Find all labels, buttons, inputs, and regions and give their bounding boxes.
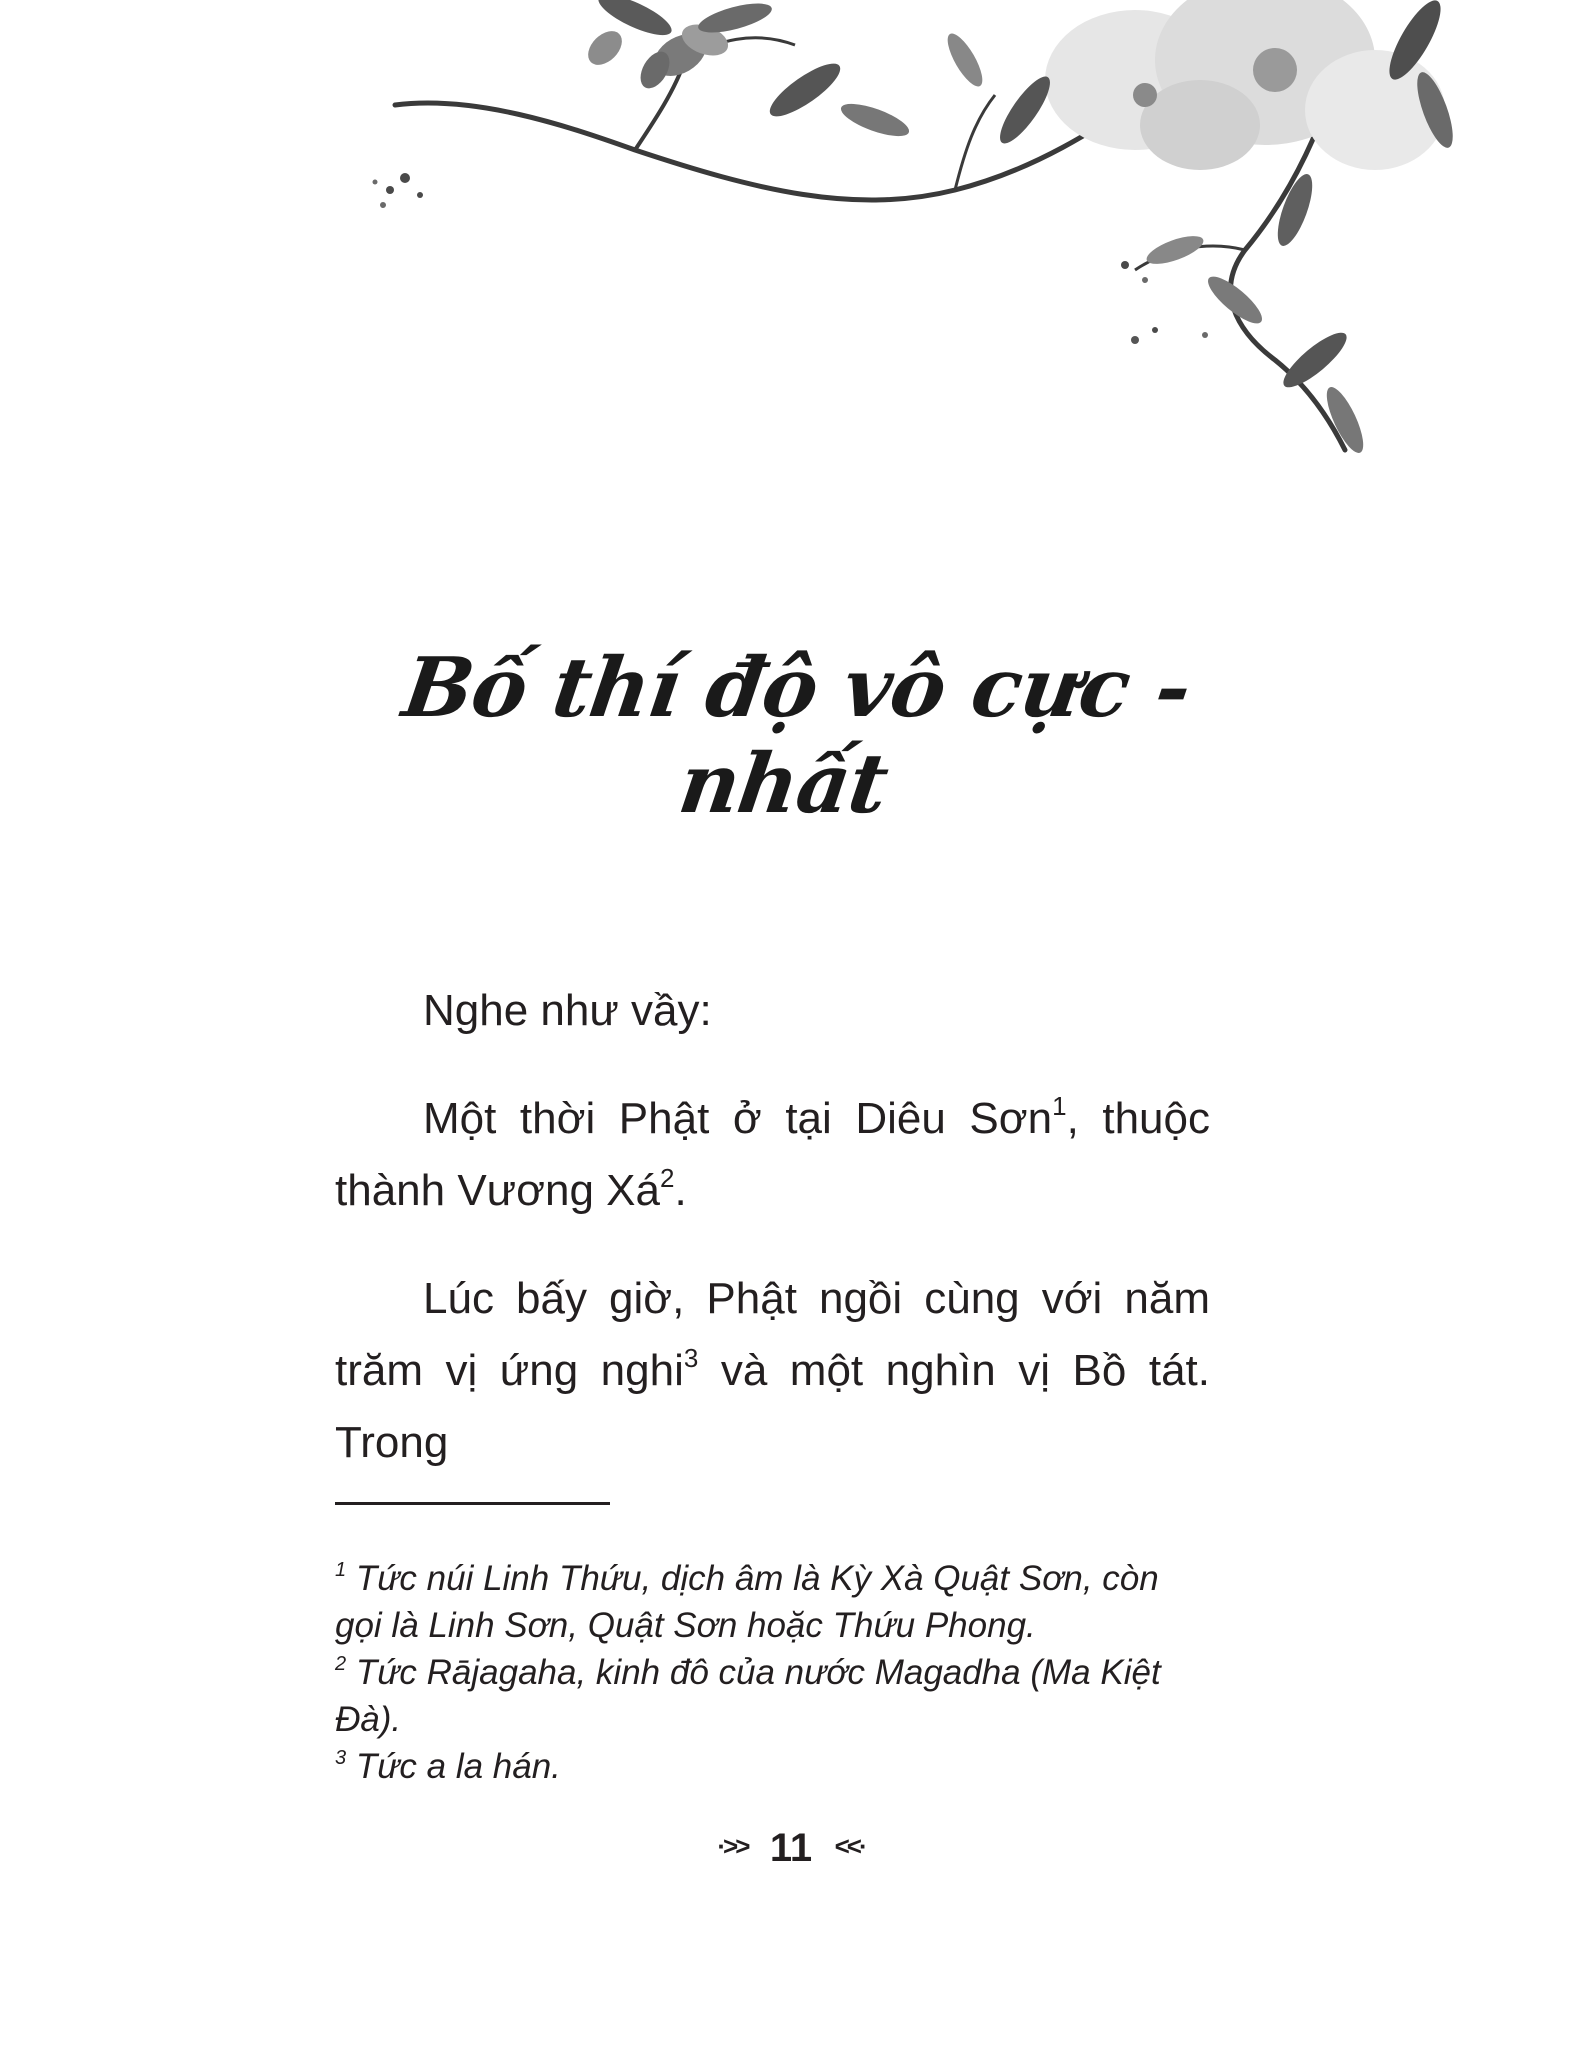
ornament-left-icon: ·>> bbox=[717, 1831, 748, 1861]
footnote-ref: 3 bbox=[683, 1343, 699, 1373]
paragraph-text: Lúc bấy giờ, Phật ngồi cùng với năm trăm vị ứng nghi bbox=[335, 1274, 1210, 1395]
paragraph-text: , thuộc thành Vương Xá bbox=[335, 1094, 1210, 1215]
paragraph-text: Nghe như vầy: bbox=[423, 986, 712, 1035]
page-number: 11 bbox=[769, 1826, 813, 1870]
footnote bbox=[335, 1649, 1215, 1743]
footnote-text: Tức Rājagaha, kinh đô của nước Magadha (Ma Kiệt Đà). bbox=[335, 1653, 1161, 1739]
footnotes bbox=[335, 1555, 1215, 1790]
footnote-ref: 2 bbox=[659, 1163, 675, 1193]
paragraph-text: Một thời Phật ở tại Diêu Sơn bbox=[423, 1094, 1053, 1143]
paragraph-text: và một nghìn vị Bồ tát. Trong bbox=[335, 1346, 1210, 1467]
paragraph bbox=[335, 1083, 1210, 1227]
footnote-text: Tức a la hán. bbox=[346, 1747, 561, 1786]
body-text bbox=[335, 975, 1210, 1515]
footnote-marker: 2 bbox=[335, 1653, 347, 1675]
footnote-text: Tức núi Linh Thứu, dịch âm là Kỳ Xà Quật Sơn, còn gọi là Linh Sơn, Quật Sơn hoặc Thứu Phong. bbox=[335, 1559, 1159, 1645]
paragraph-text: . bbox=[674, 1166, 687, 1215]
paragraph bbox=[335, 1263, 1210, 1479]
footnote bbox=[335, 1743, 1215, 1790]
footnote-marker: 1 bbox=[335, 1559, 347, 1581]
paragraph bbox=[335, 975, 1210, 1047]
footnote-marker: 3 bbox=[335, 1747, 347, 1769]
footnote-ref: 1 bbox=[1052, 1091, 1067, 1121]
footnote-divider bbox=[335, 1502, 610, 1505]
page-number-footer bbox=[0, 1826, 1582, 1871]
chapter-title: Bố thí độ vô cực - nhất bbox=[397, 640, 1197, 832]
footnote bbox=[335, 1555, 1215, 1649]
ornament-right-icon: <<· bbox=[834, 1831, 865, 1861]
floral-branch-icon bbox=[335, 0, 1465, 480]
